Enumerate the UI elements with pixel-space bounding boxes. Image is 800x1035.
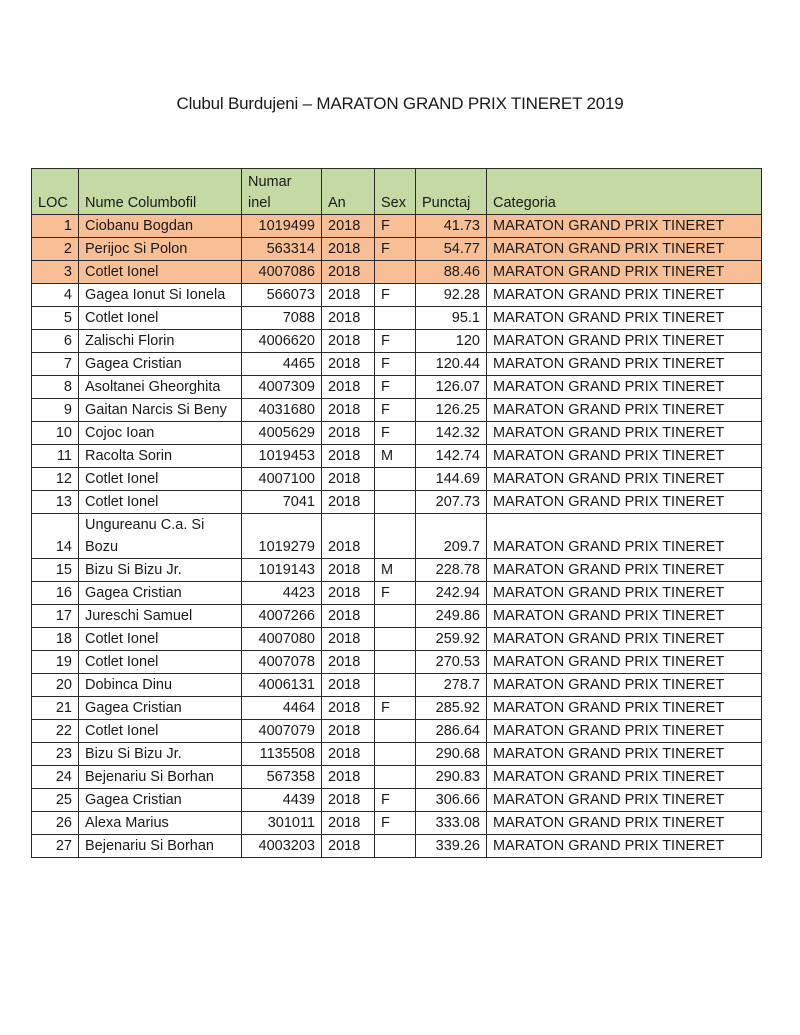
- cell-categoria: MARATON GRAND PRIX TINERET: [487, 284, 762, 307]
- table-row: [32, 445, 762, 468]
- cell-categoria: MARATON GRAND PRIX TINERET: [487, 399, 762, 422]
- cell-categoria: MARATON GRAND PRIX TINERET: [487, 812, 762, 835]
- header-ring-label: Numar inel: [248, 174, 292, 211]
- cell-sex: F: [375, 789, 416, 812]
- cell-an: 2018: [322, 491, 375, 514]
- cell-an: 2018: [322, 674, 375, 697]
- cell-loc: 18: [32, 628, 79, 651]
- cell-name: Gagea Cristian: [79, 789, 242, 812]
- cell-loc: 16: [32, 582, 79, 605]
- cell-name: Cotlet Ionel: [79, 468, 242, 491]
- table-row: [32, 743, 762, 766]
- cell-punctaj: 41.73: [416, 215, 487, 238]
- cell-punctaj: 249.86: [416, 605, 487, 628]
- cell-name: Dobinca Dinu: [79, 674, 242, 697]
- table-row: [32, 514, 762, 559]
- cell-categoria: MARATON GRAND PRIX TINERET: [487, 559, 762, 582]
- table-row: [32, 376, 762, 399]
- cell-sex: [375, 674, 416, 697]
- table-row: [32, 835, 762, 858]
- header-sex: Sex: [375, 169, 416, 215]
- cell-name: Cotlet Ionel: [79, 628, 242, 651]
- table-row: [32, 628, 762, 651]
- cell-sex: M: [375, 445, 416, 468]
- table-row: [32, 307, 762, 330]
- cell-name: Racolta Sorin: [79, 445, 242, 468]
- cell-punctaj: 286.64: [416, 720, 487, 743]
- cell-loc: 21: [32, 697, 79, 720]
- cell-ring: 4007078: [242, 651, 322, 674]
- cell-ring: 1019279: [242, 514, 322, 559]
- cell-ring: 4006620: [242, 330, 322, 353]
- cell-categoria: MARATON GRAND PRIX TINERET: [487, 468, 762, 491]
- cell-name: Gagea Cristian: [79, 353, 242, 376]
- cell-loc: 20: [32, 674, 79, 697]
- cell-an: 2018: [322, 582, 375, 605]
- cell-name: Bejenariu Si Borhan: [79, 766, 242, 789]
- cell-categoria: MARATON GRAND PRIX TINERET: [487, 628, 762, 651]
- cell-categoria: MARATON GRAND PRIX TINERET: [487, 605, 762, 628]
- cell-categoria: MARATON GRAND PRIX TINERET: [487, 491, 762, 514]
- header-an: An: [322, 169, 375, 215]
- table-row: [32, 491, 762, 514]
- table-body: [32, 215, 762, 858]
- cell-punctaj: 142.32: [416, 422, 487, 445]
- cell-loc: 25: [32, 789, 79, 812]
- cell-an: 2018: [322, 559, 375, 582]
- cell-sex: [375, 605, 416, 628]
- table-row: [32, 353, 762, 376]
- cell-an: 2018: [322, 261, 375, 284]
- cell-loc: 7: [32, 353, 79, 376]
- table-row: [32, 261, 762, 284]
- table-row: [32, 582, 762, 605]
- cell-categoria: MARATON GRAND PRIX TINERET: [487, 582, 762, 605]
- cell-name: Zalischi Florin: [79, 330, 242, 353]
- cell-name: Cotlet Ionel: [79, 261, 242, 284]
- cell-an: 2018: [322, 720, 375, 743]
- cell-loc: 4: [32, 284, 79, 307]
- cell-ring: 4423: [242, 582, 322, 605]
- cell-loc: 5: [32, 307, 79, 330]
- cell-categoria: MARATON GRAND PRIX TINERET: [487, 743, 762, 766]
- cell-categoria: MARATON GRAND PRIX TINERET: [487, 445, 762, 468]
- document-title: Clubul Burdujeni – MARATON GRAND PRIX TINERET 2019: [176, 94, 624, 113]
- cell-sex: [375, 468, 416, 491]
- cell-an: 2018: [322, 766, 375, 789]
- cell-categoria: MARATON GRAND PRIX TINERET: [487, 330, 762, 353]
- cell-ring: 4465: [242, 353, 322, 376]
- cell-categoria: MARATON GRAND PRIX TINERET: [487, 835, 762, 858]
- table-row: [32, 720, 762, 743]
- cell-loc: 24: [32, 766, 79, 789]
- cell-sex: F: [375, 399, 416, 422]
- cell-loc: 17: [32, 605, 79, 628]
- cell-punctaj: 120.44: [416, 353, 487, 376]
- table-row: [32, 284, 762, 307]
- cell-sex: [375, 743, 416, 766]
- cell-an: 2018: [322, 445, 375, 468]
- cell-categoria: MARATON GRAND PRIX TINERET: [487, 697, 762, 720]
- cell-sex: F: [375, 697, 416, 720]
- cell-an: 2018: [322, 468, 375, 491]
- cell-punctaj: 54.77: [416, 238, 487, 261]
- results-table: [31, 168, 762, 858]
- cell-punctaj: 126.25: [416, 399, 487, 422]
- cell-categoria: MARATON GRAND PRIX TINERET: [487, 674, 762, 697]
- cell-an: 2018: [322, 514, 375, 559]
- cell-name: Ciobanu Bogdan: [79, 215, 242, 238]
- cell-an: 2018: [322, 812, 375, 835]
- table-row: [32, 766, 762, 789]
- cell-name: Gaitan Narcis Si Beny: [79, 399, 242, 422]
- cell-sex: [375, 628, 416, 651]
- cell-an: 2018: [322, 835, 375, 858]
- cell-name: Cotlet Ionel: [79, 651, 242, 674]
- cell-sex: F: [375, 330, 416, 353]
- cell-ring: 4007080: [242, 628, 322, 651]
- cell-name: Gagea Cristian: [79, 697, 242, 720]
- table-row: [32, 468, 762, 491]
- cell-punctaj: 144.69: [416, 468, 487, 491]
- cell-categoria: MARATON GRAND PRIX TINERET: [487, 353, 762, 376]
- cell-an: 2018: [322, 399, 375, 422]
- cell-loc: 12: [32, 468, 79, 491]
- cell-name: Cojoc Ioan: [79, 422, 242, 445]
- table-row: [32, 651, 762, 674]
- cell-an: 2018: [322, 422, 375, 445]
- cell-an: 2018: [322, 789, 375, 812]
- cell-ring: 4007079: [242, 720, 322, 743]
- cell-an: 2018: [322, 697, 375, 720]
- cell-punctaj: 126.07: [416, 376, 487, 399]
- header-loc: LOC: [32, 169, 79, 215]
- cell-name: Jureschi Samuel: [79, 605, 242, 628]
- table-row: [32, 789, 762, 812]
- cell-categoria: MARATON GRAND PRIX TINERET: [487, 720, 762, 743]
- cell-name: Asoltanei Gheorghita: [79, 376, 242, 399]
- cell-punctaj: 92.28: [416, 284, 487, 307]
- table-row: [32, 559, 762, 582]
- cell-ring: 1135508: [242, 743, 322, 766]
- table-row: [32, 399, 762, 422]
- cell-sex: F: [375, 812, 416, 835]
- cell-loc: 1: [32, 215, 79, 238]
- cell-ring: 4007086: [242, 261, 322, 284]
- cell-punctaj: 207.73: [416, 491, 487, 514]
- cell-categoria: MARATON GRAND PRIX TINERET: [487, 215, 762, 238]
- header-row: [32, 169, 762, 215]
- cell-ring: 563314: [242, 238, 322, 261]
- cell-ring: 567358: [242, 766, 322, 789]
- cell-an: 2018: [322, 284, 375, 307]
- cell-sex: [375, 514, 416, 559]
- cell-an: 2018: [322, 238, 375, 261]
- cell-an: 2018: [322, 605, 375, 628]
- header-categoria: Categoria: [487, 169, 762, 215]
- cell-punctaj: 285.92: [416, 697, 487, 720]
- cell-loc: 2: [32, 238, 79, 261]
- cell-sex: [375, 651, 416, 674]
- cell-ring: 4464: [242, 697, 322, 720]
- cell-punctaj: 120: [416, 330, 487, 353]
- cell-categoria: MARATON GRAND PRIX TINERET: [487, 307, 762, 330]
- header-name: Nume Columbofil: [79, 169, 242, 215]
- table-row: [32, 674, 762, 697]
- cell-loc: 19: [32, 651, 79, 674]
- cell-ring: 4007266: [242, 605, 322, 628]
- cell-categoria: MARATON GRAND PRIX TINERET: [487, 422, 762, 445]
- cell-categoria: MARATON GRAND PRIX TINERET: [487, 376, 762, 399]
- cell-loc: 15: [32, 559, 79, 582]
- cell-ring: 4439: [242, 789, 322, 812]
- cell-categoria: MARATON GRAND PRIX TINERET: [487, 766, 762, 789]
- cell-name: Ungureanu C.a. Si Bozu: [79, 514, 242, 559]
- cell-an: 2018: [322, 307, 375, 330]
- table-row: [32, 812, 762, 835]
- cell-loc: 14: [32, 514, 79, 559]
- cell-sex: F: [375, 422, 416, 445]
- cell-ring: 1019499: [242, 215, 322, 238]
- cell-sex: F: [375, 238, 416, 261]
- cell-categoria: MARATON GRAND PRIX TINERET: [487, 261, 762, 284]
- cell-ring: 301011: [242, 812, 322, 835]
- header-punctaj: Punctaj: [416, 169, 487, 215]
- cell-ring: 4031680: [242, 399, 322, 422]
- cell-loc: 22: [32, 720, 79, 743]
- cell-punctaj: 278.7: [416, 674, 487, 697]
- cell-name: Bizu Si Bizu Jr.: [79, 743, 242, 766]
- cell-loc: 8: [32, 376, 79, 399]
- cell-loc: 6: [32, 330, 79, 353]
- table-row: [32, 215, 762, 238]
- cell-an: 2018: [322, 353, 375, 376]
- cell-categoria: MARATON GRAND PRIX TINERET: [487, 789, 762, 812]
- cell-ring: 4005629: [242, 422, 322, 445]
- cell-ring: 566073: [242, 284, 322, 307]
- cell-punctaj: 339.26: [416, 835, 487, 858]
- cell-punctaj: 290.68: [416, 743, 487, 766]
- cell-loc: 3: [32, 261, 79, 284]
- cell-punctaj: 95.1: [416, 307, 487, 330]
- cell-punctaj: 259.92: [416, 628, 487, 651]
- cell-an: 2018: [322, 376, 375, 399]
- cell-sex: [375, 261, 416, 284]
- cell-loc: 26: [32, 812, 79, 835]
- cell-name: Perijoc Si Polon: [79, 238, 242, 261]
- cell-ring: 1019143: [242, 559, 322, 582]
- cell-sex: [375, 835, 416, 858]
- table-row: [32, 330, 762, 353]
- cell-loc: 11: [32, 445, 79, 468]
- cell-punctaj: 333.08: [416, 812, 487, 835]
- cell-name: Gagea Ionut Si Ionela: [79, 284, 242, 307]
- cell-sex: M: [375, 559, 416, 582]
- cell-name: Cotlet Ionel: [79, 307, 242, 330]
- cell-an: 2018: [322, 330, 375, 353]
- cell-ring: 7041: [242, 491, 322, 514]
- cell-punctaj: 209.7: [416, 514, 487, 559]
- cell-ring: 4007309: [242, 376, 322, 399]
- cell-ring: 4006131: [242, 674, 322, 697]
- cell-loc: 27: [32, 835, 79, 858]
- table-row: [32, 422, 762, 445]
- cell-an: 2018: [322, 743, 375, 766]
- cell-sex: [375, 491, 416, 514]
- cell-punctaj: 242.94: [416, 582, 487, 605]
- cell-ring: 1019453: [242, 445, 322, 468]
- cell-name: Cotlet Ionel: [79, 720, 242, 743]
- cell-loc: 9: [32, 399, 79, 422]
- cell-sex: F: [375, 376, 416, 399]
- cell-punctaj: 228.78: [416, 559, 487, 582]
- cell-ring: 4007100: [242, 468, 322, 491]
- cell-loc: 13: [32, 491, 79, 514]
- cell-name: Alexa Marius: [79, 812, 242, 835]
- cell-punctaj: 142.74: [416, 445, 487, 468]
- cell-punctaj: 306.66: [416, 789, 487, 812]
- cell-name: Bejenariu Si Borhan: [79, 835, 242, 858]
- cell-sex: [375, 307, 416, 330]
- cell-sex: [375, 766, 416, 789]
- cell-punctaj: 270.53: [416, 651, 487, 674]
- cell-sex: [375, 720, 416, 743]
- cell-categoria: MARATON GRAND PRIX TINERET: [487, 514, 762, 559]
- cell-sex: F: [375, 284, 416, 307]
- cell-name: Bizu Si Bizu Jr.: [79, 559, 242, 582]
- cell-punctaj: 88.46: [416, 261, 487, 284]
- cell-categoria: MARATON GRAND PRIX TINERET: [487, 651, 762, 674]
- cell-name: Cotlet Ionel: [79, 491, 242, 514]
- cell-an: 2018: [322, 628, 375, 651]
- header-ring: [242, 169, 322, 215]
- cell-an: 2018: [322, 215, 375, 238]
- cell-sex: F: [375, 582, 416, 605]
- table-row: [32, 697, 762, 720]
- cell-name: Gagea Cristian: [79, 582, 242, 605]
- cell-categoria: MARATON GRAND PRIX TINERET: [487, 238, 762, 261]
- cell-loc: 10: [32, 422, 79, 445]
- table-row: [32, 605, 762, 628]
- cell-ring: 4003203: [242, 835, 322, 858]
- cell-loc: 23: [32, 743, 79, 766]
- table-row: [32, 238, 762, 261]
- cell-an: 2018: [322, 651, 375, 674]
- cell-sex: F: [375, 353, 416, 376]
- cell-ring: 7088: [242, 307, 322, 330]
- cell-sex: F: [375, 215, 416, 238]
- cell-punctaj: 290.83: [416, 766, 487, 789]
